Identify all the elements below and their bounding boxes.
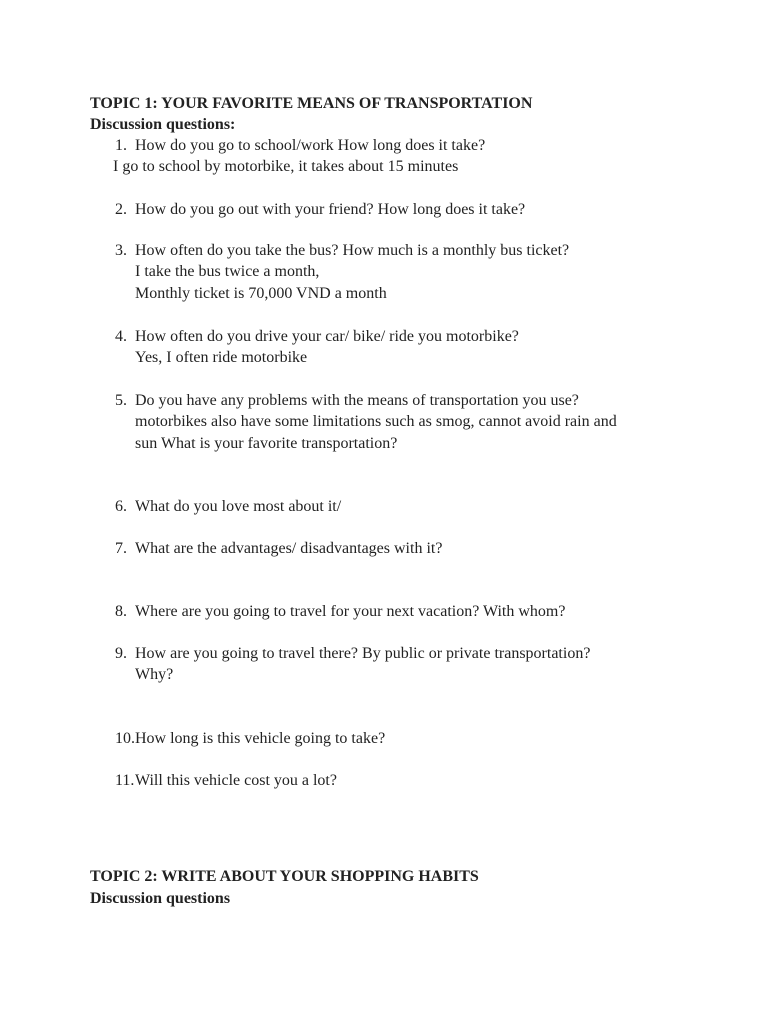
answer-3-line-2: Monthly ticket is 70,000 VND a month xyxy=(135,285,387,302)
question-4-text: How often do you drive your car/ bike/ ride you motorbike? xyxy=(135,328,519,345)
question-5-text: Do you have any problems with the means of transportation you use? xyxy=(135,392,579,409)
topic1-subtitle: Discussion questions: xyxy=(90,116,236,133)
question-9-number: 9. xyxy=(115,645,127,662)
question-6-text: What do you love most about it/ xyxy=(135,498,342,515)
question-2-text: How do you go out with your friend? How long does it take? xyxy=(135,201,526,218)
answer-5-line-2: sun What is your favorite transportation? xyxy=(135,435,398,452)
question-3-number: 3. xyxy=(115,242,127,259)
question-1-text: How do you go to school/work How long does it take? xyxy=(135,137,486,154)
topic1-title: TOPIC 1: YOUR FAVORITE MEANS OF TRANSPORTATION xyxy=(90,95,533,112)
question-7-text: What are the advantages/ disadvantages with it? xyxy=(135,540,443,557)
answer-4: Yes, I often ride motorbike xyxy=(135,349,308,366)
question-2-number: 2. xyxy=(115,201,127,218)
topic2-title: TOPIC 2: WRITE ABOUT YOUR SHOPPING HABITS xyxy=(90,868,479,885)
question-5-number: 5. xyxy=(115,392,127,409)
question-10-number: 10. xyxy=(115,730,135,747)
answer-5-line-1: motorbikes also have some limitations such as smog, cannot avoid rain and xyxy=(135,413,617,430)
question-9-text: How are you going to travel there? By public or private transportation? xyxy=(135,645,591,662)
question-3-text: How often do you take the bus? How much is a monthly bus ticket? xyxy=(135,242,570,259)
question-10-text: How long is this vehicle going to take? xyxy=(135,730,386,747)
question-8-text: Where are you going to travel for your next vacation? With whom? xyxy=(135,603,566,620)
question-4-number: 4. xyxy=(115,328,127,345)
question-6-number: 6. xyxy=(115,498,127,515)
question-11-number: 11. xyxy=(115,772,135,789)
question-1-number: 1. xyxy=(115,137,127,154)
question-11-text: Will this vehicle cost you a lot? xyxy=(135,772,337,789)
topic2-subtitle: Discussion questions xyxy=(90,890,231,907)
question-9-continuation: Why? xyxy=(135,666,174,683)
question-7-number: 7. xyxy=(115,540,127,557)
answer-1: I go to school by motorbike, it takes about 15 minutes xyxy=(113,158,459,175)
answer-3-line-1: I take the bus twice a month, xyxy=(135,263,320,280)
question-8-number: 8. xyxy=(115,603,127,620)
